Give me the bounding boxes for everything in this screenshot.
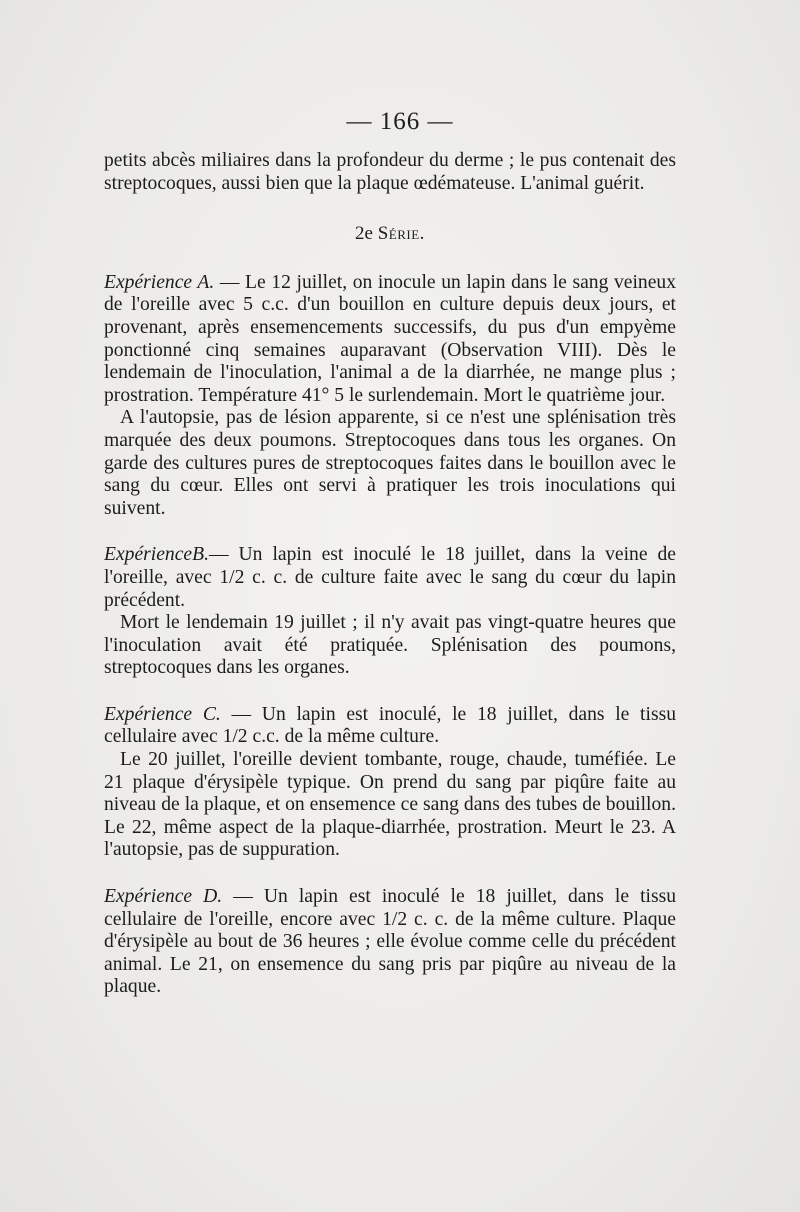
section-heading	[104, 223, 676, 246]
experience-a-autopsy: A l'autopsie, pas de lésion apparente, si ce n'est une splénisation très marquée des deux poumons. Streptocoques dans tous les organes. On garde des cultures pures de streptocoques faites dans le bouillon avec le sang du cœur. Elles ont servi à pratiquer les trois inoculations qui suivent.	[104, 407, 676, 519]
section-number: 2e	[355, 223, 373, 245]
section-title: Série.	[377, 223, 425, 245]
experience-c-text: — Un lapin est inoculé, le 18 juillet, dans le tissu cellulaire avec 1/2 c.c. de la même culture.	[104, 703, 676, 748]
text-column	[104, 150, 676, 999]
experience-c-followup: Le 20 juillet, l'oreille devient tombante, rouge, chaude, tuméfiée. Le 21 plaque d'érysipèle typique. On prend du sang par piqûre faite au niveau de la plaque, et on ensemence ce sang dans des tubes de bouillon. Le 22, même aspect de la plaque-diarrhée, prostration. Meurt le 23. A l'autopsie, pas de suppuration.	[104, 749, 676, 861]
experience-c-label: Expérience C.	[104, 703, 221, 725]
experience-b-text: — Un lapin est inoculé le 18 juillet, dans la veine de l'oreille, avec 1/2 c. c. de culture faite avec le sang du cœur du lapin précédent.	[104, 544, 676, 611]
experience-b-paragraph	[104, 544, 676, 612]
experience-a-text: — Le 12 juillet, on inocule un lapin dans le sang veineux de l'oreille avec 5 c.c. d'un bouillon en culture depuis deux jours, et provenant, après ensemencements successifs, du pus d'un empyème ponctionné cinq semaines auparavant (Observation VIII). Dès le lendemain de l'inoculation, l'animal a de la diarrhée, ne mange plus ; prostration. Température 41° 5 le surlendemain. Mort le quatrième jour.	[104, 271, 676, 406]
experience-c-paragraph	[104, 704, 676, 749]
experience-a-paragraph	[104, 272, 676, 408]
experience-b-label: ExpérienceB.	[104, 544, 209, 566]
experience-d-label: Expérience D.	[104, 886, 223, 908]
paragraph-continuation: petits abcès miliaires dans la profondeur du derme ; le pus contenait des streptocoques, aussi bien que la plaque œdémateuse. L'animal guérit.	[104, 150, 676, 194]
experience-d-text: — Un lapin est inoculé le 18 juillet, dans le tissu cellulaire de l'oreille, encore avec 1/2 c. c. de la même culture. Plaque d'érysipèle au bout de 36 heures ; elle évolue comme celle du précédent animal. Le 21, on ensemence du sang pris par piqûre au niveau de la plaque.	[104, 886, 677, 998]
experience-b-death: Mort le lendemain 19 juillet ; il n'y avait pas vingt-quatre heures que l'inoculation avait été pratiquée. Splénisation des poumons, streptocoques dans les organes.	[104, 612, 676, 679]
experience-a-label: Expérience A.	[104, 271, 215, 293]
page-number: — 166 —	[346, 108, 454, 135]
experience-d-paragraph	[104, 886, 676, 999]
